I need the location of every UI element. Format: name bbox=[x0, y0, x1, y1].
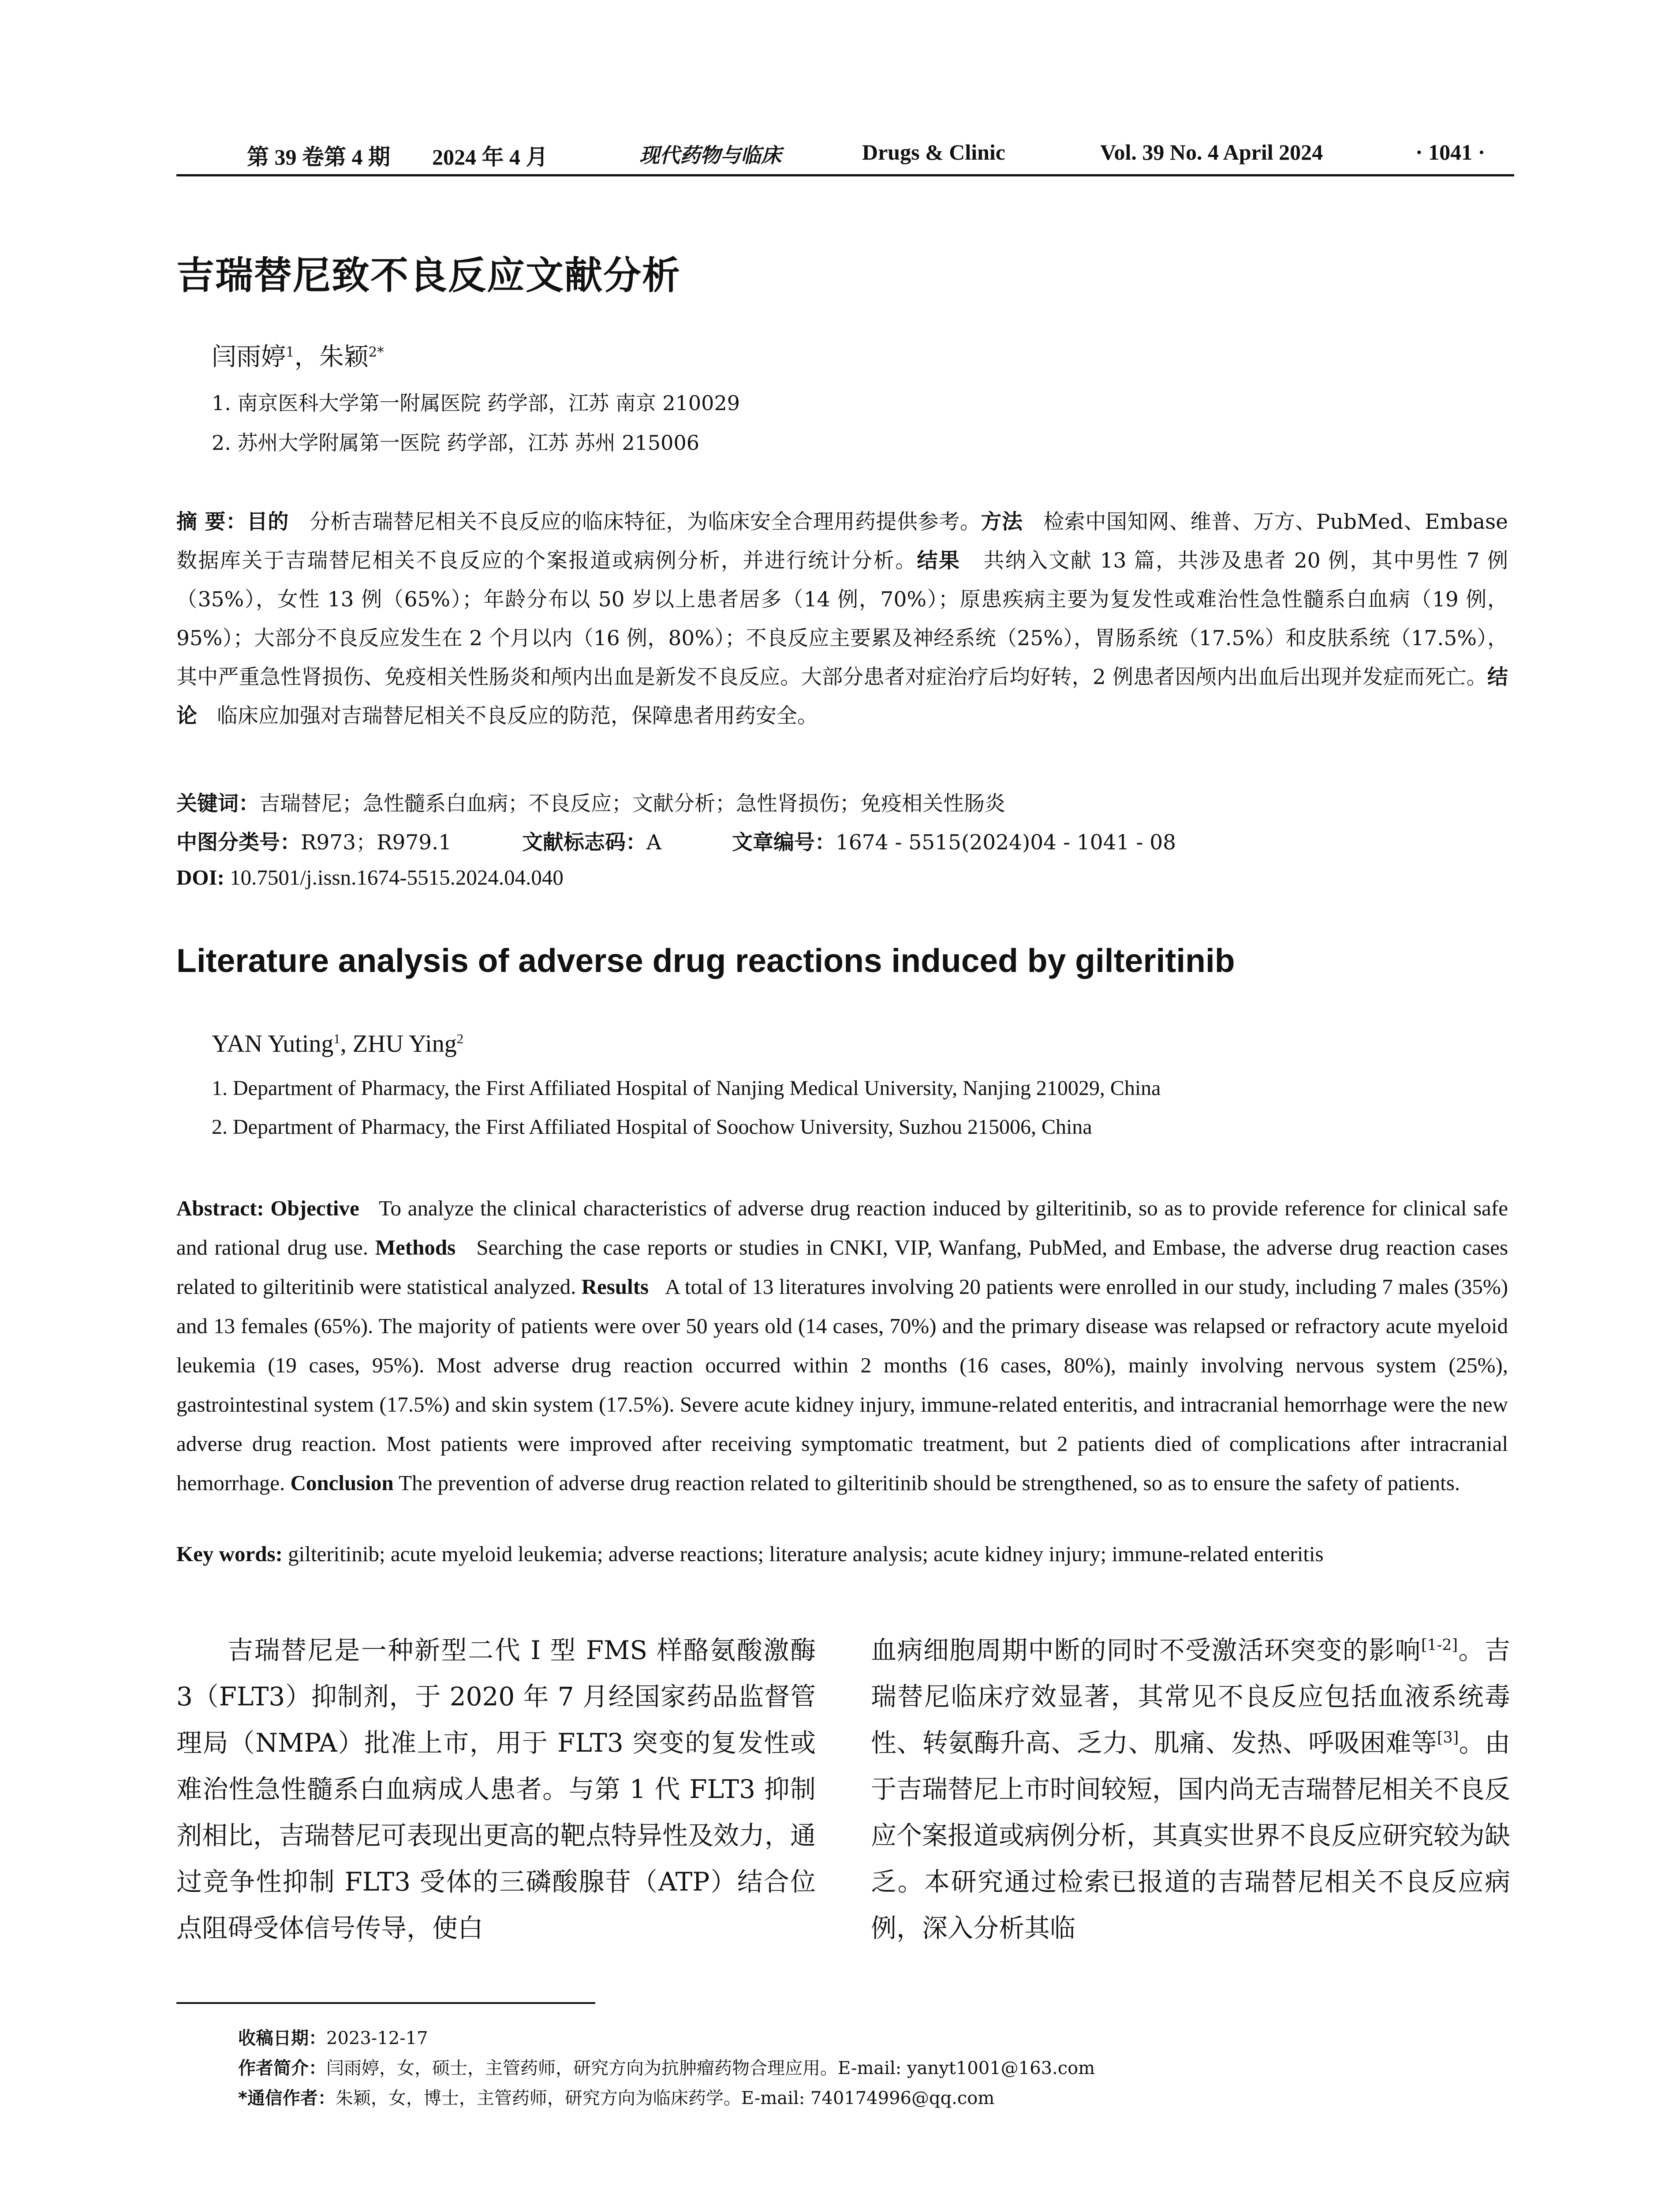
cn-author-2: 朱颖 bbox=[319, 343, 369, 371]
cn-clc: R973；R979.1 bbox=[301, 830, 452, 855]
cn-article-no-label: 文章编号： bbox=[732, 830, 836, 855]
citation-1-2: [1-2] bbox=[1421, 1636, 1458, 1654]
cn-affiliation-2: 2. 苏州大学附属第一医院 药学部，江苏 苏州 215006 bbox=[212, 431, 699, 455]
en-methods-label: Methods bbox=[375, 1235, 456, 1259]
en-authors bbox=[212, 1030, 463, 1058]
cn-author-1: 闫雨婷 bbox=[212, 343, 286, 371]
header-date-cn: 2024 年 4 月 bbox=[432, 145, 548, 169]
en-author-sep: , bbox=[340, 1030, 353, 1058]
header-rule bbox=[176, 174, 1514, 176]
body-right-part-2: 。吉瑞替尼临床疗效显著，其常见不良反应包括血液系统毒性、转氨酶升高、乏力、肌痛、发热、呼吸困难等 bbox=[871, 1635, 1510, 1758]
cn-author-sep: ， bbox=[294, 343, 319, 371]
en-objective: To analyze the clinical characteristics of adverse drug reaction induced by gilteritinib, so as to provide reference for clinical safe and rational drug use. bbox=[176, 1196, 1508, 1259]
received-date: 2023-12-17 bbox=[326, 2028, 428, 2048]
en-conclusion: The prevention of adverse drug reaction related to gilteritinib should be strengthened, so as to ensure the safety of patients. bbox=[399, 1471, 1460, 1495]
en-keywords bbox=[176, 1541, 1517, 1566]
header-page-number: · 1041 · bbox=[1415, 140, 1486, 164]
cn-title: 吉瑞替尼致不良反应文献分析 bbox=[176, 254, 681, 298]
en-keywords-text: gilteritinib; acute myeloid leukemia; adverse reactions; literature analysis; acute kidney injury; immune-related enteritis bbox=[288, 1542, 1324, 1566]
cn-methods-label: 方法 bbox=[981, 510, 1023, 534]
cn-author-1-sup: 1 bbox=[286, 344, 295, 360]
cn-methods: 检索中国知网、维普、万方、PubMed、Embase 数据库关于吉瑞替尼相关不良反应的个案报道或病例分析，并进行统计分析。 bbox=[176, 510, 1508, 573]
cn-results-label: 结果 bbox=[917, 549, 961, 573]
footnote-received bbox=[238, 2024, 428, 2049]
citation-3: [3] bbox=[1437, 1729, 1459, 1747]
en-author-2: ZHU Ying bbox=[352, 1030, 457, 1058]
en-author-2-sup: 2 bbox=[456, 1031, 464, 1046]
body-right-part-3: 。由于吉瑞替尼上市时间较短，国内尚无吉瑞替尼相关不良反应个案报道或病例分析，其真实世界不良反应研究较为缺乏。本研究通过检索已报道的吉瑞替尼相关不良反应病例，深入分析其临 bbox=[871, 1728, 1511, 1943]
en-abstract bbox=[176, 1188, 1508, 1502]
cn-keywords-label: 关键词： bbox=[176, 792, 259, 816]
cn-keywords-text: 吉瑞替尼；急性髓系白血病；不良反应；文献分析；急性肾损伤；免疫相关性肠炎 bbox=[259, 792, 1005, 816]
header-issue-cn: 第 39 卷第 4 期 bbox=[247, 145, 390, 169]
cn-results: 共纳入文献 13 篇，共涉及患者 20 例，其中男性 7 例（35%），女性 13 例（65%）；年龄分布以 50 岁以上患者居多（14 例，70%）；原患疾病主要为复发性或难治性急性髓系白血病（19 例，95%）；大部分不良反应发生在 2 个月以内（16 例，80%）；不良反应主要累及神经系统（25%），胃肠系统（17.5%）和皮肤系统（17.5%），其中严重急性肾损伤、免疫相关性肠炎和颅内出血是新发不良反应。大部分患者对症治疗后均好转，2 例患者因颅内出血后出现并发症而死亡。 bbox=[176, 549, 1508, 689]
cn-abstract bbox=[176, 503, 1508, 736]
body-column-left: 吉瑞替尼是一种新型二代 I 型 FMS 样酪氨酸激酶 3（FLT3）抑制剂，于 2020 年 7 月经国家药品监督管理局（NMPA）批准上市，用于 FLT3 突变的复发性或难治性急性髓系白血病成人患者。与第 1 代 FLT3 抑制剂相比，吉瑞替尼可表现出更高的靶点特异性及效力，通过竞争性抑制 FLT3 受体的三磷酸腺苷（ATP）结合位点阻碍受体信号传导，使白 bbox=[176, 1635, 816, 1943]
body-right-part-1: 血病细胞周期中断的同时不受激活环突变的影响 bbox=[871, 1635, 1421, 1665]
cn-objective-label: 目的 bbox=[246, 510, 289, 534]
cn-clc-label: 中图分类号： bbox=[176, 830, 301, 855]
en-affiliation-2: 2. Department of Pharmacy, the First Affiliated Hospital of Soochow University, Suzhou 215006, China bbox=[212, 1115, 1092, 1139]
doi-label: DOI: bbox=[176, 865, 224, 889]
cn-article-no: 1674 - 5515(2024)04 - 1041 - 08 bbox=[836, 830, 1176, 855]
footnote-corresponding bbox=[238, 2084, 994, 2109]
bio-text: 闫雨婷，女，硕士，主管药师，研究方向为抗肿瘤药物合理应用。E-mail: yanyt1001@163.com bbox=[326, 2058, 1095, 2078]
footnote-rule bbox=[176, 2002, 595, 2004]
en-affiliation-1: 1. Department of Pharmacy, the First Affiliated Hospital of Nanjing Medical University, Nanjing 210029, China bbox=[212, 1076, 1161, 1100]
body-column-right bbox=[871, 1627, 1510, 1951]
en-title: Literature analysis of adverse drug reactions induced by gilteritinib bbox=[176, 942, 1235, 979]
cn-conclusion: 临床应加强对吉瑞替尼相关不良反应的防范，保障患者用药安全。 bbox=[217, 704, 818, 728]
cn-classification bbox=[176, 826, 1176, 856]
en-keywords-label: Key words: bbox=[176, 1542, 283, 1566]
en-methods: Searching the case reports or studies in CNKI, VIP, Wanfang, PubMed, and Embase, the adverse drug reaction cases related to gilteritinib were statistical analyzed. bbox=[176, 1235, 1508, 1299]
corr-text: 朱颖，女，博士，主管药师，研究方向为临床药学。E-mail: 740174996@qq.com bbox=[335, 2088, 995, 2108]
en-results: A total of 13 literatures involving 20 patients were enrolled in our study, including 7 males (35%) and 13 females (65%). The majority of patients were over 50 years old (14 cases, 70%) and the primary disease was relapsed or refractory acute myeloid leukemia (19 cases, 95%). Most adverse drug reaction occurred within 2 months (16 cases, 80%), mainly involving nervous system (25%), gastrointestinal system (17.5%) and skin system (17.5%). Severe acute kidney injury, immune-related enteritis, and intracranial hemorrhage were the new adverse drug reaction. Most patients were improved after receiving symptomatic treatment, but 2 patients died of complications after intracranial hemorrhage. bbox=[176, 1274, 1508, 1495]
cn-objective: 分析吉瑞替尼相关不良反应的临床特征，为临床安全合理用药提供参考。 bbox=[309, 510, 981, 534]
header-journal-en: Drugs & Clinic bbox=[862, 140, 1005, 164]
cn-doc-code-label: 文献标志码： bbox=[522, 830, 647, 855]
cn-keywords bbox=[176, 787, 1005, 817]
en-conclusion-label: Conclusion bbox=[290, 1471, 394, 1495]
cn-abstract-label: 摘 要： bbox=[176, 510, 247, 534]
header-issue-en: Vol. 39 No. 4 April 2024 bbox=[1100, 140, 1323, 164]
en-author-1-sup: 1 bbox=[333, 1031, 340, 1046]
en-author-1: YAN Yuting bbox=[212, 1030, 334, 1058]
corr-label: *通信作者： bbox=[238, 2088, 336, 2108]
cn-author-2-sup: 2* bbox=[368, 344, 384, 360]
received-label: 收稿日期： bbox=[238, 2028, 326, 2048]
footnote-author-bio bbox=[238, 2054, 1095, 2079]
bio-label: 作者简介： bbox=[238, 2058, 326, 2078]
en-results-label: Results bbox=[581, 1274, 649, 1299]
cn-affiliation-1: 1. 南京医科大学第一附属医院 药学部，江苏 南京 210029 bbox=[212, 391, 740, 415]
cn-conclusion-label: 结论 bbox=[176, 665, 1508, 728]
en-abstract-label: Abstract: Objective bbox=[176, 1196, 359, 1220]
doi-value: 10.7501/j.issn.1674-5515.2024.04.040 bbox=[230, 865, 564, 889]
cn-doc-code: A bbox=[646, 830, 661, 855]
cn-doi bbox=[176, 865, 564, 890]
cn-authors bbox=[212, 337, 384, 373]
header-journal-cn: 现代药物与临床 bbox=[639, 143, 781, 167]
